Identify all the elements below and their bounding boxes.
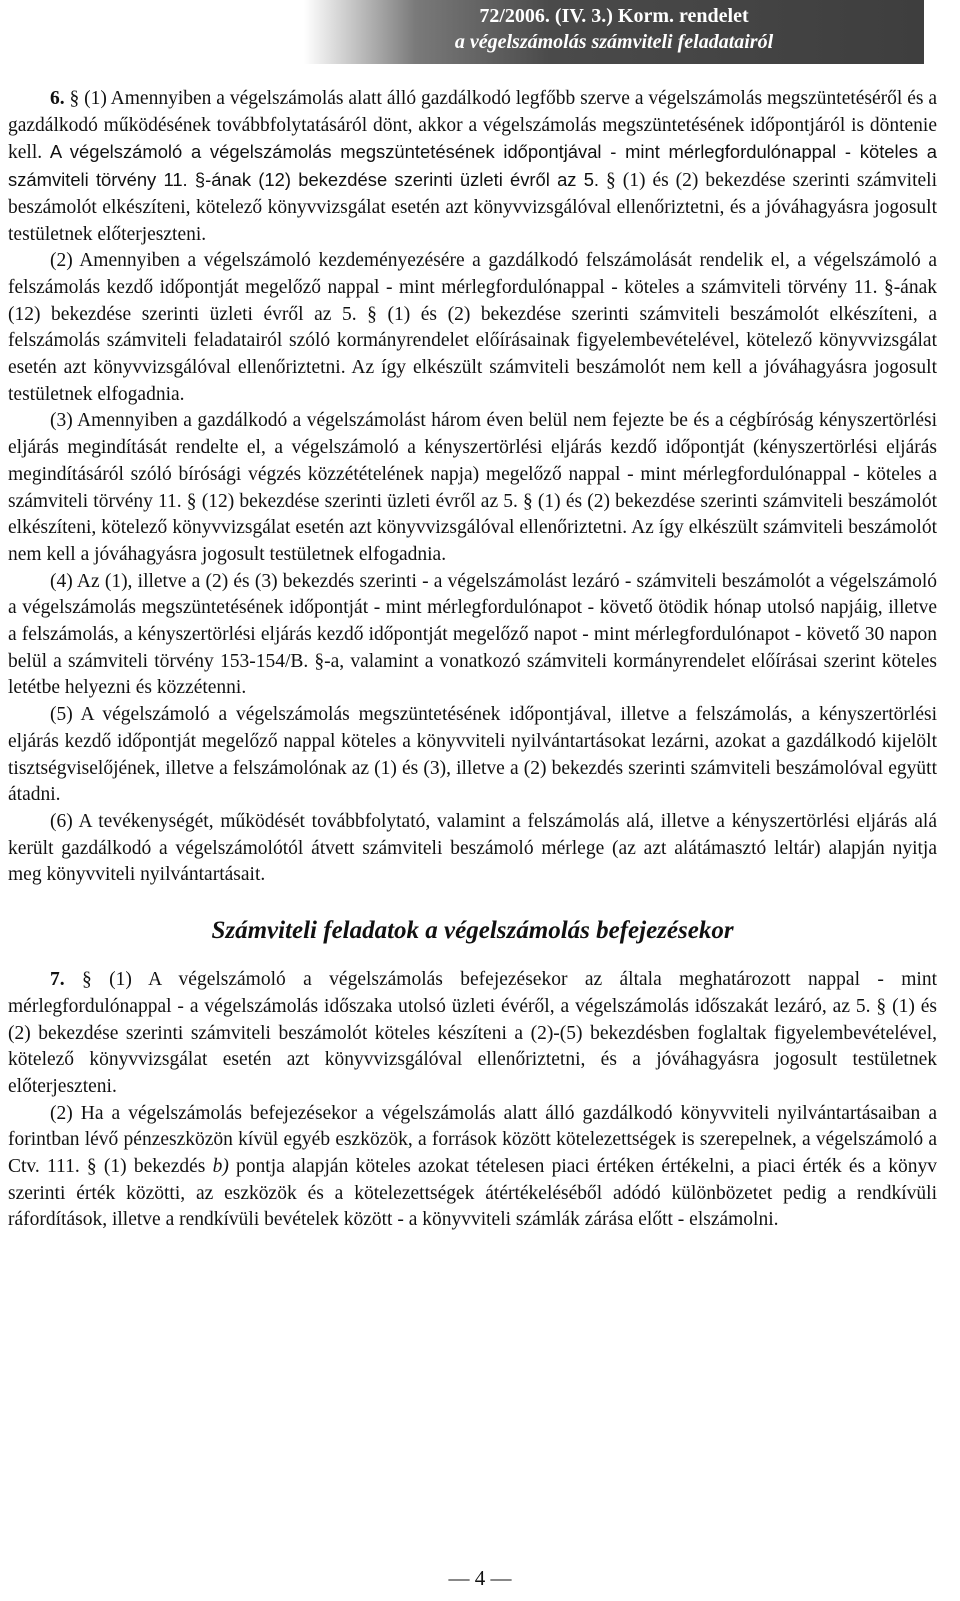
- section-heading: Számviteli feladatok a végelszámolás befejezésekor: [211, 917, 734, 945]
- section-6-p1-rest: § (1) és (2) bekezdése szerinti számviteli beszámolót elkészíteni, kötelező könyvvizsgálat esetén azt könyvvizsgálóval ellenőriztetni, és a jóváhagyásra jogosult testületnek előterjeszteni.: [8, 170, 937, 245]
- section-6-paragraph-2: (2) Amennyiben a végelszámoló kezdeményezésére a gazdálkodó felszámolását rendelik el, a végelszámoló a felszámolás kezdő időpontját megelőző nappal - mint mérlegfordulónappal - köteles a számviteli törvény 11. §-ának (12) bekezdése szerinti üzleti évről az 5. § (1) és (2) bekezdése szerinti számviteli beszámolót elkészíteni, a felszámolás számviteli feladatairól szóló kormányrendelet előírásainak figyelembevételével, kötelező könyvvizsgálat esetén azt könyvvizsgálóval ellenőriztetni. Az így elkészült számviteli beszámolót nem kell a jóváhagyásra jogosult testületnek elfogadnia.: [8, 250, 937, 405]
- section-6-paragraph-3: (3) Amennyiben a gazdálkodó a végelszámolást három éven belül nem fejezte be és a cégbíróság kényszertörlési eljárás megindítását rendelte el, a végelszámoló a kényszertörlési eljárás kezdő időpontját (kényszertörlési eljárás megindításáról szóló bírósági végzés közzétételének napja) megelőző nappal - mint mérlegfordulónappal - köteles a számviteli törvény 11. § (12) bekezdése szerinti üzleti évről az 5. § (1) és (2) bekezdése szerinti számviteli beszámolót elkészíteni, kötelező könyvvizsgálat esetén azt könyvvizsgálóval ellenőriztetni. Az így elkészült számviteli beszámolót nem kell a jóváhagyásra jogosult testületnek elfogadnia.: [8, 410, 937, 565]
- section-6-paragraph-6: (6) A tevékenységét, működését továbbfolytató, valamint a felszámolás alá, illetve a kényszertörlési eljárás alá került gazdálkodó a végelszámolótól átvett számviteli beszámoló mérlege (az azt alátámasztó leltár) alapján nyitja meg könyvviteli nyilvántartásait.: [8, 810, 937, 886]
- section-7-p2-part-a: (2) Ha a végelszámolás befejezésekor a végelszámolás alatt álló gazdálkodó könyvviteli nyilvántartásaiban a forintban lévő pénzeszközön kívül egyéb eszközök, a források között kötelezettségek is szerepelnek, a végelszámoló a Ctv. 111. § (1) bekezdés: [8, 1102, 937, 1178]
- section-6-paragraph-1: [8, 86, 937, 248]
- section-6-number: 6.: [50, 88, 65, 109]
- section-7-paragraph-1: [8, 967, 937, 1101]
- section-6-paragraph-4: (4) Az (1), illetve a (2) és (3) bekezdés szerinti - a végelszámolást lezáró - számviteli beszámolót a végelszámoló a végelszámolás megszüntetésének időpontját - mint mérlegfordulónapot - követő ötödik hónap utolsó napjáig, illetve a felszámolás, a kényszertörlési eljárás kezdő időpontját megelőző napot - mint mérlegfordulónapot - követő 30 napon belül a számviteli törvény 153-154/B. §-a, valamint a vonatkozó számviteli kormányrendelet előírásai szerint köteles letétbe helyezni és közzétenni.: [8, 570, 937, 699]
- header-regulation-title: a végelszámolás számviteli feladatairól: [454, 31, 774, 53]
- section-7-p2-point-b: b): [212, 1156, 229, 1178]
- page-number: — 4 —: [448, 1566, 512, 1590]
- section-6-paragraph-5: (5) A végelszámoló a végelszámolás megszüntetésének időpontjával, illetve a felszámolás, a kényszertörlési eljárás kezdő időpontját megelőző nappal köteles a könyvviteli nyilvántartásokat lezárni, azokat a gazdálkodó kijelölt tisztségviselőjének, illetve a felszámolónak az (1) és (3), illetve a (2) bekezdés szerinti számviteli beszámolóval együtt átadni.: [8, 704, 937, 806]
- running-header: [0, 0, 960, 64]
- document-body: [8, 86, 937, 1234]
- section-7-p1-text: § (1) A végelszámoló a végelszámolás befejezésekor az általa meghatározott nappal - mint mérlegfordulónappal - a végelszámolás időszaka utolsó üzleti évéről, a végelszámolás időszakát lezáró, az 5. § (1) és (2) bekezdése szerinti számviteli beszámolót köteles készíteni a (2)-(5) bekezdésben foglaltak figyelembevételével, kötelező könyvvizsgálat esetén azt könyvvizsgálóval ellenőriztetni, és a jóváhagyásra jogosult testületnek előterjeszteni.: [8, 969, 937, 1097]
- header-regulation-number: 72/2006. (IV. 3.) Korm. rendelet: [479, 5, 749, 27]
- section-7-paragraph-2: [8, 1101, 937, 1235]
- header-banner: [304, 0, 924, 64]
- section-7-p2-part-c: pontja alapján köteles azokat tételesen piaci értéken értékelni, a piaci érték és a könyv szerinti érték közötti, az eszközök és a kötelezettségek átértékeléséből adódó különbözetet pedig a rendkívüli ráfordítások, illetve a rendkívüli bevételek között - a könyvviteli számlák zárása előtt - elszámolni.: [8, 1156, 937, 1231]
- section-6-p1-sans: A végelszámoló a végelszámolás megszüntetésének időpontjával - mint mérlegfordulónappal - köteles a számviteli törvény 11. §-ának (12) bekezdése szerinti üzleti évről az 5.: [8, 141, 937, 191]
- section-6-p1-lead: § (1) Amennyiben a végelszámolás alatt álló gazdálkodó legfőbb szerve a végelszámolás megszüntetéséről és a gazdálkodó működésének továbbfolytatásáról dönt, akkor a végelszámolás megszüntetésének időpontjáról is döntenie kell.: [8, 88, 937, 164]
- section-7-number: 7.: [50, 969, 65, 991]
